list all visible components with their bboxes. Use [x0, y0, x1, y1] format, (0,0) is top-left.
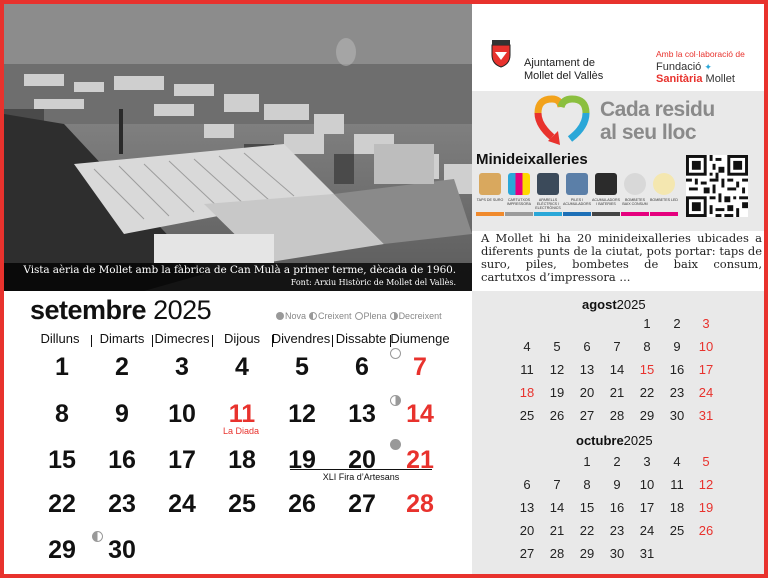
day-cell: 29: [48, 536, 76, 564]
full-moon-marker-icon: [390, 348, 401, 359]
fundacio-line2b: Mollet: [705, 73, 735, 85]
waste-item-label: PILES I ACUMULADORS: [563, 198, 591, 206]
waste-item-label: TAPS DE SURO: [476, 198, 504, 202]
weekday-diumenge: Diumenge: [390, 331, 450, 346]
campaign-slogan: [600, 98, 715, 144]
aerial-photo-image: [4, 4, 472, 291]
mini-day-cell: 30: [669, 408, 685, 423]
mini-day-cell: 14: [549, 500, 565, 515]
day-cell: 9: [115, 400, 129, 428]
weekday-dijous: Dijous: [223, 331, 261, 346]
waste-item-cfl-bulbs: [621, 173, 649, 216]
minideixalleries-title: Minideixalleries: [476, 151, 588, 168]
fundacio-line2a: Sanitària: [656, 73, 703, 85]
waste-item-color-bar: [534, 212, 562, 216]
mini-day-cell: 21: [609, 385, 625, 400]
monitor-icon: [537, 173, 559, 195]
mini-day-cell: 31: [639, 546, 655, 561]
weekday-dissabte: Dissabte: [335, 331, 387, 346]
day-cell: 6: [355, 353, 369, 381]
slogan-line2: al seu lloc: [600, 121, 697, 144]
waste-item-label: ACUMULADORS I BATERIES: [592, 198, 620, 206]
mini-day-cell: 21: [549, 523, 565, 538]
weekday-dimecres: Dimecres: [154, 331, 210, 346]
mini-day-cell: 28: [609, 408, 625, 423]
weekday-dilluns: Dilluns: [40, 331, 80, 346]
mini-day-cell: 9: [613, 477, 621, 492]
mini-day-cell: 17: [698, 362, 714, 377]
waste-item-label: BOMBETES BAIX CONSUM: [622, 198, 648, 206]
qr-code-icon[interactable]: [686, 155, 748, 217]
legend-decreixent: Decreixent: [398, 311, 442, 321]
mini-day-cell: 20: [519, 523, 535, 538]
day-cell: 25: [228, 490, 256, 518]
mini-day-cell: 14: [609, 362, 625, 377]
mini-day-cell: 4: [673, 454, 681, 469]
day-cell: 13: [348, 400, 376, 428]
day-cell: 3: [175, 353, 189, 381]
slogan-line1: Cada residu: [600, 98, 715, 121]
cfl-bulb-icon: [624, 173, 646, 195]
weekday-dimarts: Dimarts: [99, 331, 145, 346]
photo-caption-text: Vista aèria de Mollet amb la fàbrica de Can Mulà a primer terme, dècada de 1960.: [23, 264, 456, 276]
mini-day-cell: 12: [549, 362, 565, 377]
month-name: setembre: [30, 295, 147, 325]
day-cell: 15: [48, 446, 76, 474]
mini-day-cell: 22: [579, 523, 595, 538]
mini-day-cell: 29: [639, 408, 655, 423]
mini-day-cell: 17: [639, 500, 655, 515]
waste-item-color-bar: [563, 212, 591, 216]
mini-day-cell: 31: [698, 408, 714, 423]
day-cell: 2: [115, 353, 129, 381]
new-moon-icon: [276, 312, 284, 320]
mini-day-cell: 15: [639, 362, 655, 377]
october-year: 2025: [623, 433, 653, 448]
day-cell: 21: [406, 446, 434, 474]
day-cell: 23: [108, 490, 136, 518]
mini-day-cell: 25: [669, 523, 685, 538]
mini-day-cell: 7: [553, 477, 561, 492]
mini-day-cell: 15: [579, 500, 595, 515]
photo-credit: Font: Arxiu Històric de Mollet del Vallès.: [290, 278, 456, 287]
mini-day-cell: 3: [702, 316, 710, 331]
mini-day-cell: 19: [549, 385, 565, 400]
mini-day-cell: 5: [553, 339, 561, 354]
fundacio-leaf-icon: ✦: [704, 62, 712, 72]
mini-day-cell: 6: [583, 339, 591, 354]
day-cell: 7: [413, 353, 427, 381]
september-calendar: [4, 291, 472, 578]
minideixalleries-panel: [472, 91, 768, 231]
mini-day-cell: 28: [549, 546, 565, 561]
mini-day-cell: 5: [702, 454, 710, 469]
mini-day-cell: 23: [609, 523, 625, 538]
day-cell: 16: [108, 446, 136, 474]
logo-bar: [472, 4, 768, 91]
day-cell: 27: [348, 490, 376, 518]
mini-day-cell: 29: [579, 546, 595, 561]
mini-day-cell: 30: [609, 546, 625, 561]
weekday-divendres: Divendres: [271, 331, 331, 346]
full-moon-icon: [355, 312, 363, 320]
mini-day-cell: 19: [698, 500, 714, 515]
mini-day-cell: 7: [613, 339, 621, 354]
mini-day-cell: 16: [669, 362, 685, 377]
mini-day-cell: 2: [613, 454, 621, 469]
mini-day-cell: 13: [579, 362, 595, 377]
waxing-moon-marker-icon: [92, 531, 103, 542]
waste-item-color-bar: [650, 212, 678, 216]
day-cell: 28: [406, 490, 434, 518]
mini-day-cell: 27: [519, 546, 535, 561]
mini-day-cell: 22: [639, 385, 655, 400]
new-moon-marker-icon: [390, 439, 401, 450]
weekday-header: [32, 331, 452, 349]
august-year: 2025: [616, 297, 646, 312]
waste-item-color-bar: [621, 212, 649, 216]
mini-day-cell: 6: [523, 477, 531, 492]
mini-day-cell: 16: [609, 500, 625, 515]
day-cell: 20: [348, 446, 376, 474]
aerial-photo: [4, 4, 472, 291]
mini-day-cell: 12: [698, 477, 714, 492]
waste-items: [476, 173, 682, 221]
ajuntament-line2: Mollet del Vallès: [524, 70, 604, 82]
fundacio-line1: Fundació: [656, 61, 702, 73]
mini-day-cell: 20: [579, 385, 595, 400]
car-battery-icon: [595, 173, 617, 195]
mini-day-cell: 24: [698, 385, 714, 400]
fundacio-collab-text: Amb la col·laboració de: [656, 49, 745, 59]
legend-nova: Nova: [285, 311, 307, 321]
mini-day-cell: 13: [519, 500, 535, 515]
waste-item-cartridges: [505, 173, 533, 216]
waste-item-batteries: [563, 173, 591, 216]
day-cell: 26: [288, 490, 316, 518]
mini-day-cell: 8: [583, 477, 591, 492]
legend-creixent: Creixent: [318, 311, 352, 321]
mini-day-cell: 10: [698, 339, 714, 354]
waste-item-color-bar: [476, 212, 504, 216]
moon-legend: [276, 311, 442, 321]
mini-day-cell: 1: [583, 454, 591, 469]
photo-caption: [4, 263, 472, 291]
day-cell: 10: [168, 400, 196, 428]
waste-item-label: CARTUTXOS IMPRESSORA: [507, 198, 531, 206]
day-cell: 5: [295, 353, 309, 381]
mini-day-cell: 11: [670, 477, 684, 492]
mini-day-cell: 10: [639, 477, 655, 492]
october-title: [576, 433, 653, 448]
day-cell: 4: [235, 353, 249, 381]
october-month: octubre: [576, 433, 624, 448]
waste-item-color-bar: [505, 212, 533, 216]
waste-item-label: APARELLS ELÈCTRICS I ELECTRÒNICS: [535, 198, 561, 210]
day-cell: 18: [228, 446, 256, 474]
waste-item-label: BOMBETES LED: [650, 198, 678, 202]
mini-day-cell: 23: [669, 385, 685, 400]
mini-day-cell: 25: [519, 408, 535, 423]
day-cell: 30: [108, 536, 136, 564]
holiday-label: La Diada: [222, 426, 260, 436]
day-cell: 14: [406, 400, 434, 428]
day-cell: 1: [55, 353, 69, 381]
mini-day-cell: 26: [549, 408, 565, 423]
day-cell: 11: [228, 400, 256, 428]
campaign-description: A Mollet hi ha 20 minideixalleries ubicades a diferents punts de la ciutat, pots portar: taps de suro, piles, bombetes de baix consum, cartutxos d’impressora ...: [481, 231, 762, 284]
waste-item-cork: [476, 173, 504, 216]
mini-day-cell: 8: [643, 339, 651, 354]
august-title: [582, 297, 646, 312]
recycle-heart-icon: [530, 95, 592, 151]
mini-day-cell: 11: [520, 362, 534, 377]
waste-item-led-bulbs: [650, 173, 678, 216]
day-cell: 19: [288, 446, 316, 474]
mini-day-cell: 9: [673, 339, 681, 354]
day-cell: 22: [48, 490, 76, 518]
waxing-moon-icon: [309, 312, 317, 320]
waning-moon-marker-icon: [390, 395, 401, 406]
waning-moon-icon: [390, 312, 398, 320]
cork-icon: [479, 173, 501, 195]
mini-day-cell: 26: [698, 523, 714, 538]
mini-calendars: [472, 291, 768, 578]
day-cell: 17: [168, 446, 196, 474]
cartridge-icon: [508, 173, 530, 195]
mini-day-cell: 18: [669, 500, 685, 515]
day-cell: 8: [55, 400, 69, 428]
ajuntament-crest-icon: [486, 38, 516, 68]
mini-day-cell: 1: [643, 316, 651, 331]
waste-item-electronics: [534, 173, 562, 216]
waste-item-color-bar: [592, 212, 620, 216]
ajuntament-line1: Ajuntament de: [524, 57, 595, 69]
ajuntament-name: [524, 57, 603, 83]
august-month: agost: [582, 297, 617, 312]
event-label: XLI Fira d’Artesans: [290, 469, 432, 482]
mini-day-cell: 3: [643, 454, 651, 469]
day-cell: 12: [288, 400, 316, 428]
mini-day-cell: 4: [523, 339, 531, 354]
mini-day-cell: 18: [519, 385, 535, 400]
mini-day-cell: 2: [673, 316, 681, 331]
mini-day-cell: 27: [579, 408, 595, 423]
day-cell: 24: [168, 490, 196, 518]
month-title: [30, 295, 211, 326]
legend-plena: Plena: [363, 311, 387, 321]
led-bulb-icon: [653, 173, 675, 195]
waste-item-accumulators: [592, 173, 620, 216]
month-year: 2025: [153, 295, 212, 325]
battery-icon: [566, 173, 588, 195]
description-panel: [472, 231, 768, 291]
mini-day-cell: 24: [639, 523, 655, 538]
fundacio-logo: [656, 61, 735, 85]
